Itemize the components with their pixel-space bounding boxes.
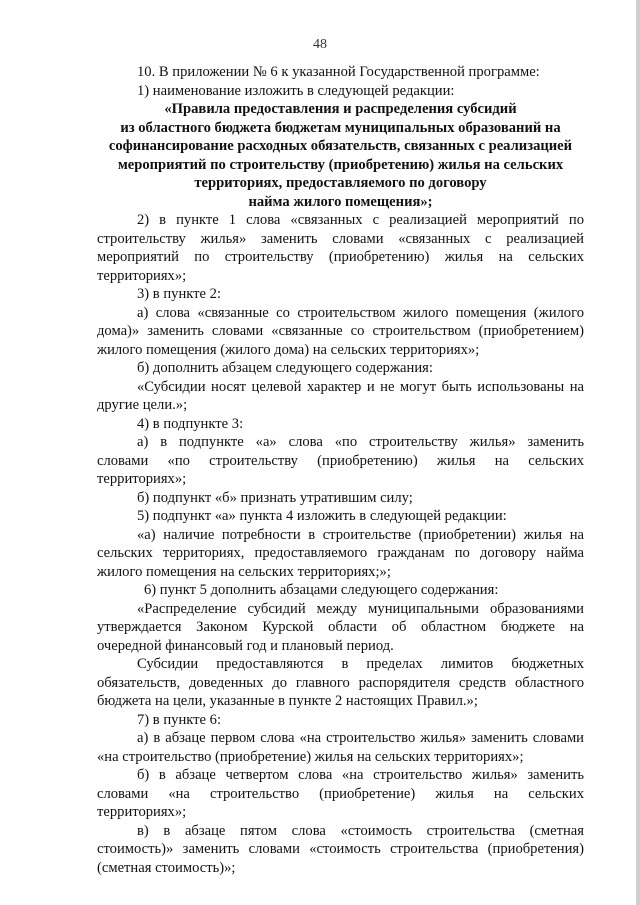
- paragraph-line: стоимость)» заменить словами «стоимость строительства (приобретения): [97, 841, 584, 857]
- document-body: [97, 63, 584, 877]
- paragraph-line: б) дополнить абзацем следующего содержания:: [137, 360, 433, 376]
- title-line: территориях, предоставляемого по договору: [194, 175, 487, 191]
- paragraph-line: мероприятий по строительству (приобретению) жилья на сельских: [97, 249, 584, 265]
- paragraph-line: 7) в пункте 6:: [137, 711, 222, 728]
- paragraph-line: «а) наличие потребности в строительстве (приобретении) жилья на: [137, 526, 584, 543]
- document-title: [97, 100, 584, 211]
- paragraph-line: 5) подпункт «а» пункта 4 изложить в следующей редакции:: [137, 508, 507, 524]
- paragraph-line: дома)» заменить словами «связанные со строительством (приобретением): [97, 323, 584, 339]
- paragraph-line: «на строительство (приобретение) жилья на сельских территориях»;: [97, 748, 524, 765]
- paragraph-line: утверждается Законом Курской области об областном бюджете на: [97, 619, 584, 635]
- paragraph-line: 1) наименование изложить в следующей редакции:: [137, 82, 455, 99]
- paragraph-line: очередной финансовый год и плановый период.: [97, 637, 394, 654]
- page-number: 48: [313, 37, 327, 52]
- paragraph-line: 4) в подпункте 3:: [137, 415, 244, 432]
- title-line: мероприятий по строительству (приобретению) жилья на сельских: [117, 156, 564, 173]
- title-line: найма жилого помещения»;: [248, 193, 433, 210]
- paragraph-line: б) подпункт «б» признать утратившим силу;: [137, 489, 413, 506]
- paragraph-line: в) в абзаце пятом слова «стоимость строительства (сметная: [137, 822, 584, 839]
- paragraph-line: 6) пункт 5 дополнить абзацами следующего содержания:: [144, 582, 499, 598]
- paragraph-line: сельских территориях, предоставляемого гражданам по договору найма: [97, 545, 584, 561]
- paragraph-line: «Субсидии носят целевой характер и не могут быть использованы на: [137, 378, 584, 395]
- paragraph-line: 10. В приложении № 6 к указанной Государственной программе:: [137, 64, 540, 80]
- paragraph-line: а) слова «связанные со строительством жилого помещения (жилого: [137, 304, 584, 321]
- paragraph-line: а) в абзаце первом слова «на строительство жилья» заменить словами: [137, 730, 584, 746]
- paragraph-line: Субсидии предоставляются в пределах лимитов бюджетных: [137, 656, 584, 672]
- paragraph-line: территориях»;: [97, 267, 187, 284]
- paragraph-line: 3) в пункте 2:: [137, 286, 222, 302]
- paragraph-line: 2) в пункте 1 слова «связанных с реализацией мероприятий по: [137, 212, 584, 228]
- paragraph-line: жилого помещения на сельских территориях;»;: [97, 563, 391, 580]
- paragraph-line: словами «на строительство (приобретение) жилья на сельских: [97, 785, 584, 802]
- paragraph-line: обязательств, доведенных до главного распорядителя средств областного: [97, 674, 584, 691]
- title-line: из областного бюджета бюджетам муниципальных образований на: [120, 119, 561, 136]
- paragraph-line: жилого помещения (жилого дома) на сельских территориях»;: [97, 341, 480, 358]
- paragraph-line: б) в абзаце четвертом слова «на строительство жилья» заменить: [137, 767, 584, 783]
- title-line: «Правила предоставления и распределения субсидий: [164, 101, 517, 117]
- paragraph-line: территориях»;: [97, 804, 187, 820]
- paragraph-line: словами «по строительству (приобретению) жилья на сельских: [97, 452, 584, 469]
- title-line: софинансирование расходных обязательств, связанных с реализацией: [108, 138, 573, 154]
- scan-edge: [636, 0, 640, 905]
- paragraph-line: территориях»;: [97, 471, 187, 487]
- paragraph-line: (сметная стоимость)»;: [97, 859, 236, 876]
- paragraph-line: бюджета на цели, указанные в пункте 2 настоящих Правил.»;: [97, 693, 478, 709]
- paragraph-line: другие цели.»;: [97, 397, 188, 413]
- paragraph-line: а) в подпункте «а» слова «по строительству жилья» заменить: [137, 434, 584, 450]
- paragraph-line: строительству жилья» заменить словами «связанных с реализацией: [97, 230, 584, 247]
- paragraph-line: «Распределение субсидий между муниципальными образованиями: [137, 600, 584, 617]
